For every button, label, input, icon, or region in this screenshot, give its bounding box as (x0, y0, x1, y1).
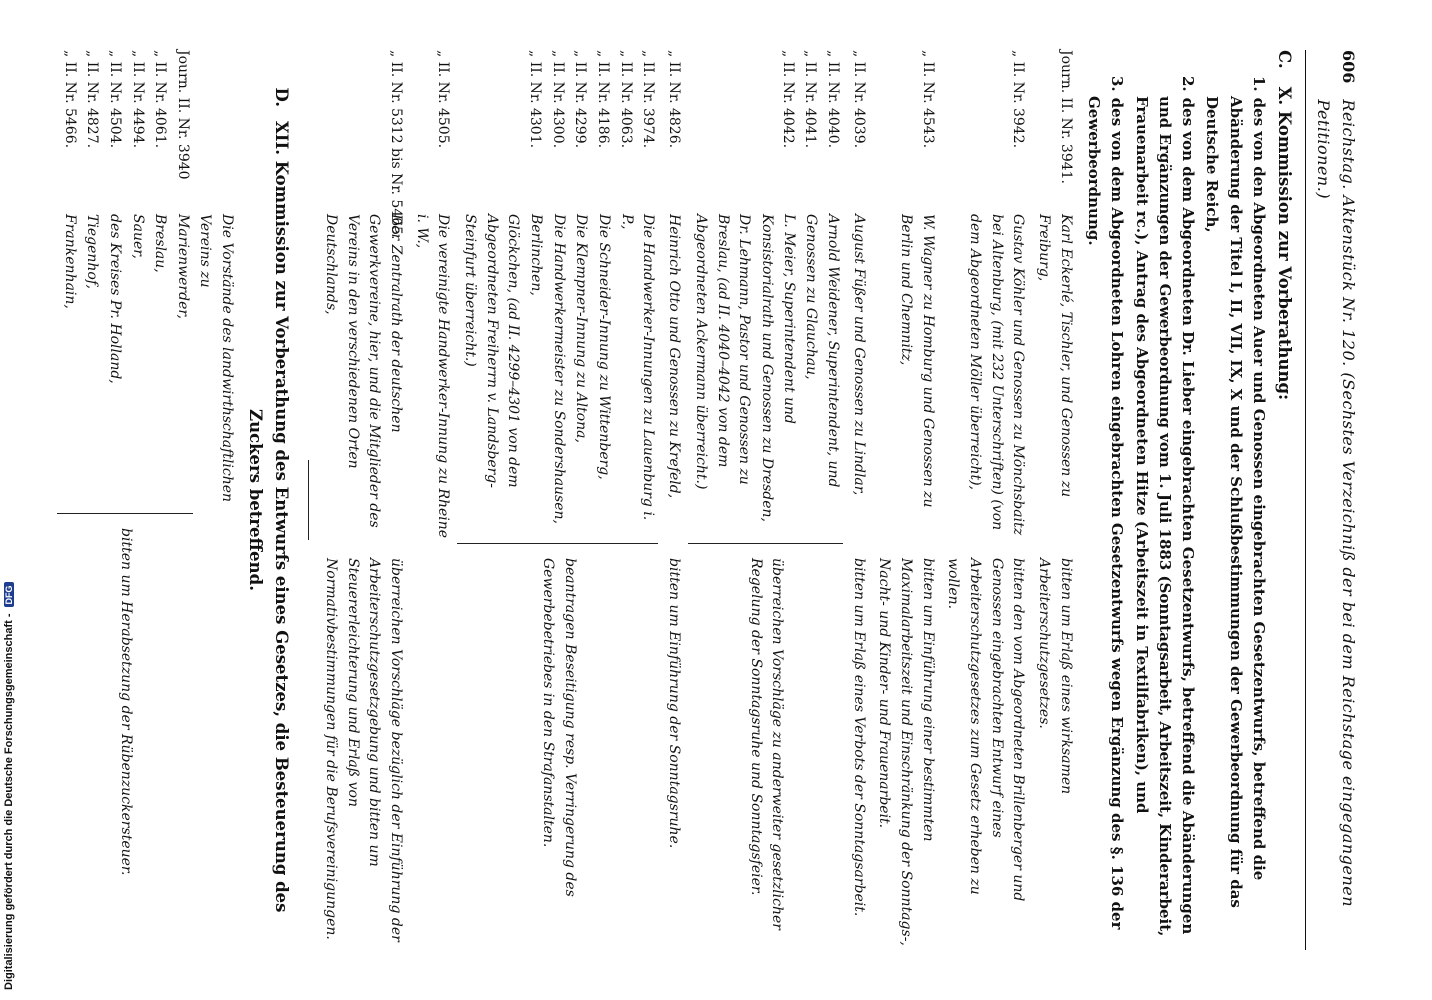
petitioners (457, 214, 658, 544)
petitioner: Glöckchen, (ad II. 4299–4301 von dem Abgeordneten Freiherrn v. Landsberg-Steinfurt überreicht.) (461, 214, 522, 488)
journal-ref: „ II. Nr. 4505. (435, 50, 452, 149)
petitioner: des Kreises Pr. Holland, (107, 214, 124, 384)
page-number: 606 (1339, 50, 1358, 84)
petition-request: beantragen Beseitigung resp. Verringerung des Gewerbebetriebes in den Strafanstalten. (539, 558, 578, 897)
journal-ref: „ II. Nr. 4299. (572, 50, 589, 149)
petitioner: Arnold Weidener, Superintendent, und Genossen zu Glauchau, (803, 214, 841, 488)
petition-request: bitten um Erlaß eines wirksamen Arbeiterschutzgesetzes. (1036, 558, 1074, 795)
petition-row (847, 50, 869, 950)
petitioner: W. Wagner zu Homburg und Genossen zu Berlin und Chemnitz, (898, 214, 936, 508)
journal-ref: „ II. Nr. 4039. (850, 50, 867, 149)
petitioner: L. Meier, Superintendent und Konsistorialrath und Genossen zu Dresden, (758, 214, 797, 522)
petition-request: bitten um Erlaß eines Verbots der Sonntagsarbeit. (850, 558, 867, 917)
petitioner: Die Handwerker-Innungen zu Lauenburg i. P., (618, 214, 657, 521)
petitioner: Die vereinigte Handwerker-Innung zu Rheine i. W., (413, 214, 452, 539)
petitioner: Die Handwerkermeister zu Sondershausen, (550, 214, 567, 524)
item-text: des von dem Abgeordneten Dr. Lieber eingebrachten Gesetzentwurfs, betreffend die Abänderungen und Ergänzungen der Gewerbeordnung vom 1. Juli 1883 (Sonntagsarbeit, Arbeitszeit, Kinderarbeit, Frauenarbeit rc.), Antrag des Abgeordneten Hitze (Arbeitszeit in Textilfabriken), und (1132, 96, 1198, 937)
petitioners (57, 214, 193, 514)
journal-ref: „ II. Nr. 4040. (824, 50, 841, 149)
journal-refs (688, 50, 843, 200)
journal-refs (457, 50, 658, 200)
section-divider (308, 460, 310, 540)
petitioner: Die Schneider-Innung zu Wittenberg, (596, 214, 613, 480)
petition-request: überreichen Vorschläge bezüglich der Einführung der Arbeiterschutzgesetzgebung und bitten um Steuererleichterung und Erlaß von Normativbestimmungen für die Berufsvereinigungen. (322, 558, 404, 942)
petitioner: Heinrich Otto und Genossen zu Krefeld, (666, 214, 683, 499)
journal-refs (57, 50, 193, 200)
section-c-item (1129, 76, 1199, 950)
petitioner: August Füßer und Genossen zu Lindlar, (850, 214, 867, 496)
journal-ref: „ II. Nr. 4061. (152, 50, 169, 149)
section-c-item (1082, 76, 1129, 950)
petitioner: Berlinchen, (528, 214, 545, 296)
petitioner: Tiegenhof, (84, 214, 101, 289)
section-c-letter: C. (1275, 50, 1295, 69)
journal-ref: „ II. Nr. 4826. (666, 50, 683, 149)
journal-ref: „ II. Nr. 5312 bis Nr. 5465. (387, 50, 404, 240)
petitioner: Die Klempner-Innung zu Altona, (573, 214, 590, 443)
petition-row (662, 50, 684, 950)
petition-row (942, 50, 1029, 950)
footer-credit-text: Digitalisierung gefördert durch die Deutsche Forschungsgemeinschaft - (3, 613, 15, 990)
petition-group (688, 50, 843, 950)
petition-row (873, 50, 938, 950)
journal-ref: „ II. Nr. 4186. (595, 50, 612, 149)
petitioner: Gustav Köhler und Genossen zu Mönchsbaitz bei Altenburg, (mit 232 Unterschriften) (von dem Abgeordneten Möller überreicht), (967, 214, 1027, 536)
item-number: 1. (1249, 76, 1268, 92)
section-d-title: XII. Kommission zur Vorberathung des Entwurfs eines Gesetzes, die Besteuerung des Zuckers betreffend. (246, 120, 291, 913)
petitioner: Der Zentralrath der deutschen Gewerkvereine, hier, und die Mitglieder des Vereins in den verschiedenen Orten Deutschlands, (322, 214, 404, 528)
petition-row (1032, 50, 1075, 950)
petition-list (319, 50, 1076, 950)
journal-ref: „ II. Nr. 4301. (527, 50, 544, 149)
petitioners (688, 214, 843, 544)
journal-ref: „ II. Nr. 3974. (640, 50, 657, 149)
petition-row (410, 50, 453, 950)
journal-ref: „ II. Nr. 4827. (84, 50, 101, 149)
petition-group (457, 50, 658, 950)
petition-request: bitten um Einführung der Sonntagsruhe. (666, 558, 683, 849)
journal-ref: „ II. Nr. 4504. (107, 50, 124, 149)
petition-request: bitten um Einführung einer bestimmten Maximalarbeitszeit und Einschränkung der Sonntags-, Nacht- und Kinder- und Frauenarbeit. (876, 558, 936, 946)
journal-ref: „ II. Nr. 3942. (1010, 50, 1027, 149)
page-header (1305, 50, 1360, 950)
page-title: Reichstag. Aktenstück Nr. 120. (Sechstes Verzeichniß der bei dem Reichstage eingegangenen Petitionen.) (1314, 99, 1358, 908)
section-d-letter: D. (271, 87, 291, 107)
petitioner: Sauer, (129, 214, 146, 259)
journal-ref: Journ. II. Nr. 3941. (1057, 50, 1074, 185)
journal-ref: „ II. Nr. 4494. (129, 50, 146, 149)
journal-ref: „ II. Nr. 4543. (919, 50, 936, 149)
section-d-heading (243, 50, 294, 950)
petitioner: Frankenhain, (61, 214, 78, 309)
petition-request: überreichen Vorschläge zu anderweiter gesetzlicher Regelung der Sonntagsruhe und Sonntagsfeier. (747, 558, 786, 930)
petition-intro: Die Vorstände des landwirthschaftlichen Vereins zu (196, 214, 235, 503)
section-c-title: X. Kommission zur Vorberathung: (1275, 86, 1295, 401)
petition-request: bitten den vom Abgeordneten Brillenberger und Genossen eingebrachten Entwurf eines Arbeiterschutzgesetzes zum Gesetz erheben zu wollen. (945, 558, 1027, 902)
item-text: des von dem Abgeordneten Lohren eingebrachten Gesetzentwurfs wegen Ergänzung des §. 136 der Gewerbeordnung. (1085, 96, 1127, 930)
petitioner: Marienwerder, (175, 214, 192, 319)
petitioner: Karl Eckerlé, Tischler, und Genossen zu Freiburg, (1036, 214, 1074, 498)
petition-request (410, 558, 453, 950)
item-text: des von den Abgeordneten Auer und Genossen eingebrachten Gesetzentwurfs, betreffend die Abänderung der Titel I, II, VII, IX, X und der Schlußbestimmungen der Gewerbeordnung für das Deutsche Reich, (1203, 96, 1268, 908)
journal-ref: „ II. Nr. 4041. (802, 50, 819, 149)
item-number: 2. (1179, 76, 1198, 92)
section-c-heading (1272, 50, 1298, 950)
dfg-logo-icon: DFG (4, 582, 14, 607)
item-number: 3. (1108, 76, 1127, 92)
journal-ref: „ II. Nr. 4042. (779, 50, 796, 149)
journal-ref: Journ. II. Nr. 3940 (175, 50, 192, 180)
petition-row (319, 50, 406, 950)
journal-ref: „ II. Nr. 4063. (617, 50, 634, 149)
petition-request: bitten um Herabsetzung der Rübenzuckersteuer. (117, 528, 134, 876)
journal-ref: „ II. Nr. 5466. (61, 50, 78, 149)
petitioner: Dr. Lehmann, Pastor und Genossen zu Breslau, (ad II. 4040–4042 von dem Abgeordneten Ackermann überreicht.) (692, 214, 753, 490)
petition-group (57, 50, 237, 950)
journal-ref: „ II. Nr. 4300. (549, 50, 566, 149)
section-c-item (1200, 76, 1270, 950)
petitioner: Breslau, (152, 214, 169, 273)
